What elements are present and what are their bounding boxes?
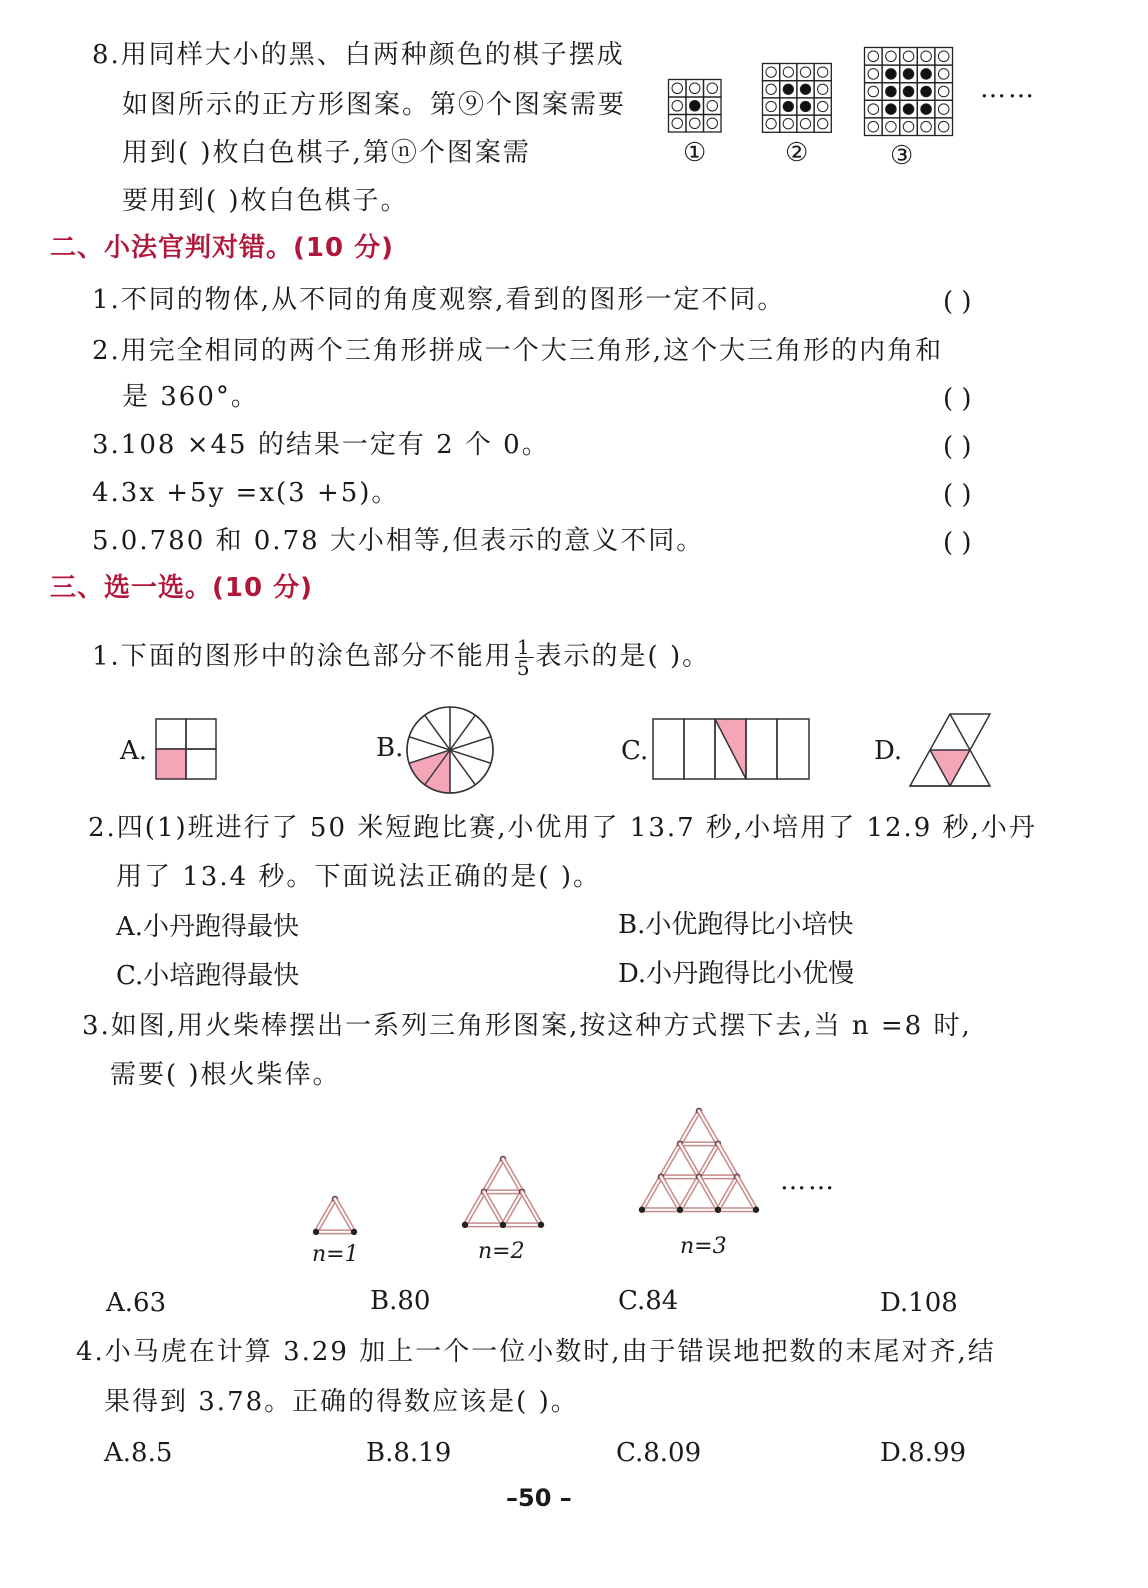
q8-line4: 要用到( )枚白色棋子。 xyxy=(122,186,409,216)
q3-option-b[interactable]: B.80 xyxy=(370,1286,431,1316)
q1-option-a-label[interactable]: A. xyxy=(120,736,148,766)
q2-option-c[interactable]: C.小培跑得最快 xyxy=(116,961,300,991)
black-piece xyxy=(886,104,897,115)
white-piece xyxy=(868,86,879,97)
choice-q4-line2: 果得到 3.78。正确的得数应该是( )。 xyxy=(104,1387,579,1417)
white-piece xyxy=(766,101,776,111)
q2-option-d[interactable]: D.小丹跑得比小优慢 xyxy=(618,959,855,989)
black-piece xyxy=(783,101,793,111)
black-piece xyxy=(690,101,701,112)
judge-answer-3[interactable]: ( ) xyxy=(943,432,972,462)
black-piece xyxy=(800,84,810,94)
judge-item-5: 5.0.780 和 0.78 大小相等,但表示的意义不同。 xyxy=(92,526,705,556)
black-piece xyxy=(903,104,914,115)
white-piece xyxy=(766,67,776,77)
white-piece xyxy=(818,67,828,77)
choice-q1-suffix: 表示的是( )。 xyxy=(535,641,711,672)
white-piece xyxy=(868,104,879,115)
white-piece xyxy=(672,118,683,129)
q2-option-b[interactable]: B.小优跑得比小培快 xyxy=(618,910,854,940)
pie-sector xyxy=(409,715,450,750)
q4-option-d[interactable]: D.8.99 xyxy=(880,1438,967,1468)
judge-item-2-cont: 是 360°。 xyxy=(122,382,259,412)
white-piece xyxy=(766,84,776,94)
black-piece xyxy=(921,69,932,80)
white-piece xyxy=(766,119,776,129)
white-piece xyxy=(938,86,949,97)
q8-ellipsis: …… xyxy=(980,74,1036,104)
q1-option-d-figure xyxy=(908,712,994,788)
q1-option-d-label[interactable]: D. xyxy=(874,736,903,766)
judge-item-2: 2.用完全相同的两个三角形拼成一个大三角形,这个大三角形的内角和 xyxy=(92,336,944,366)
black-piece xyxy=(800,101,810,111)
judge-answer-4[interactable]: ( ) xyxy=(943,480,972,510)
white-piece xyxy=(818,119,828,129)
q2-option-a[interactable]: A.小丹跑得最快 xyxy=(116,912,300,942)
black-piece xyxy=(903,69,914,80)
section2-title: 二、小法官判对错。(10 分) xyxy=(50,233,394,263)
white-piece xyxy=(921,121,932,132)
choice-q1 xyxy=(92,637,710,678)
q1-option-c-label[interactable]: C. xyxy=(621,736,649,766)
q4-option-c[interactable]: C.8.09 xyxy=(616,1438,702,1468)
white-piece xyxy=(886,121,897,132)
white-piece xyxy=(938,121,949,132)
black-piece xyxy=(903,86,914,97)
q1-option-b-label[interactable]: B. xyxy=(376,733,404,763)
white-piece xyxy=(707,118,718,129)
white-piece xyxy=(868,69,879,80)
q3-option-d[interactable]: D.108 xyxy=(880,1288,958,1318)
pattern-label-n2: n=2 xyxy=(478,1239,525,1264)
pattern-1-label: ① xyxy=(683,138,707,168)
matchstick-pattern-n3 xyxy=(636,1108,762,1224)
white-piece xyxy=(783,67,793,77)
black-piece xyxy=(783,84,793,94)
choice-q2-line1: 2.四(1)班进行了 50 米短跑比赛,小优用了 13.7 秒,小培用了 12.9 秒,小丹 xyxy=(88,813,1037,843)
page-number: –50 – xyxy=(506,1484,572,1512)
pattern-2-grid xyxy=(762,63,833,133)
white-piece xyxy=(938,51,949,62)
choice-q1-prefix: 1.下面的图形中的涂色部分不能用 xyxy=(92,641,513,672)
fraction-numerator: 1 xyxy=(516,635,532,659)
judge-item-3: 3.108 ×45 的结果一定有 2 个 0。 xyxy=(92,430,550,460)
white-piece xyxy=(672,101,683,112)
choice-q3-line1: 3.如图,用火柴棒摆出一系列三角形图案,按这种方式摆下去,当 n =8 时, xyxy=(82,1011,972,1041)
white-piece xyxy=(800,119,810,129)
white-piece xyxy=(938,69,949,80)
matchstick-pattern-n1 xyxy=(312,1196,358,1234)
pattern-3-grid xyxy=(864,47,955,135)
white-piece xyxy=(903,51,914,62)
white-piece xyxy=(818,101,828,111)
white-piece xyxy=(690,118,701,129)
white-piece xyxy=(868,51,879,62)
white-piece xyxy=(886,51,897,62)
black-piece xyxy=(921,104,932,115)
pattern-2-label: ② xyxy=(785,138,809,168)
judge-answer-1[interactable]: ( ) xyxy=(943,287,972,317)
pattern-label-n3: n=3 xyxy=(680,1234,727,1259)
q8-line2: 如图所示的正方形图案。第⑨个图案需要 xyxy=(122,90,627,120)
matchstick-ellipsis: …… xyxy=(780,1166,836,1196)
section3-title: 三、选一选。(10 分) xyxy=(50,573,313,603)
pie-sector xyxy=(450,715,491,750)
q1-option-c-figure xyxy=(652,718,812,780)
black-piece xyxy=(921,86,932,97)
q3-option-c[interactable]: C.84 xyxy=(618,1286,679,1316)
fraction-one-fifth xyxy=(515,637,534,678)
white-piece xyxy=(707,83,718,94)
q8-line1: 8.用同样大小的黑、白两种颜色的棋子摆成 xyxy=(92,40,625,70)
judge-item-4: 4.3x +5y =x(3 +5)。 xyxy=(92,478,400,508)
white-piece xyxy=(783,119,793,129)
judge-answer-2[interactable]: ( ) xyxy=(943,384,972,414)
white-piece xyxy=(800,67,810,77)
q4-option-b[interactable]: B.8.19 xyxy=(366,1438,452,1468)
judge-item-1: 1.不同的物体,从不同的角度观察,看到的图形一定不同。 xyxy=(92,285,786,315)
q1-option-b-figure xyxy=(405,705,495,795)
white-piece xyxy=(818,84,828,94)
white-piece xyxy=(921,51,932,62)
white-piece xyxy=(938,104,949,115)
pie-sector xyxy=(450,750,491,785)
black-piece xyxy=(886,86,897,97)
choice-q4-line1: 4.小马虎在计算 3.29 加上一个一位小数时,由于错误地把数的末尾对齐,结 xyxy=(76,1337,996,1367)
pattern-3-label: ③ xyxy=(890,141,914,171)
q4-option-a[interactable]: A.8.5 xyxy=(104,1438,173,1468)
q8-line3: 用到( )枚白色棋子,第ⓝ个图案需 xyxy=(122,138,531,168)
white-piece xyxy=(690,83,701,94)
pattern-label-n1: n=1 xyxy=(312,1242,359,1267)
choice-q2-line2: 用了 13.4 秒。下面说法正确的是( )。 xyxy=(116,862,601,892)
matchstick-pattern-n2 xyxy=(460,1156,546,1232)
white-piece xyxy=(672,83,683,94)
white-piece xyxy=(707,101,718,112)
fraction-denominator: 5 xyxy=(516,656,532,680)
q3-option-a[interactable]: A.63 xyxy=(106,1288,167,1318)
pattern-1-grid xyxy=(668,79,724,132)
judge-answer-5[interactable]: ( ) xyxy=(943,528,972,558)
white-piece xyxy=(868,121,879,132)
choice-q3-line2: 需要( )根火柴倖。 xyxy=(110,1060,341,1090)
q1-option-a-figure xyxy=(155,718,217,780)
black-piece xyxy=(886,69,897,80)
white-piece xyxy=(903,121,914,132)
